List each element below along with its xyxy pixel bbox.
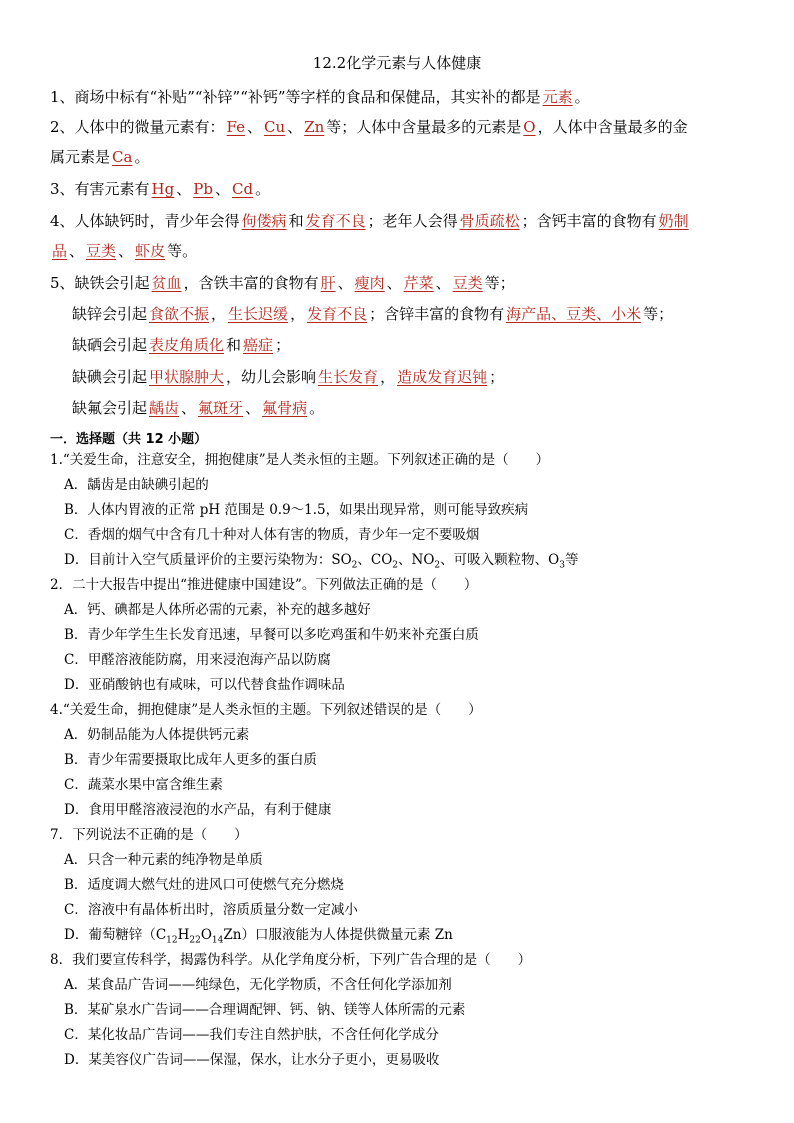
text: D．葡萄糖锌（C bbox=[64, 927, 167, 943]
text: 、 bbox=[337, 274, 353, 292]
text: 4、人体缺钙时，青少年会得 bbox=[50, 212, 240, 230]
subscript: 2 bbox=[392, 560, 399, 571]
fill-line-3 bbox=[50, 178, 770, 200]
text: 、 bbox=[287, 118, 303, 136]
text: 2、人体中的微量元素有： bbox=[50, 118, 225, 136]
answer: 发育不良 bbox=[307, 305, 368, 323]
text: ， bbox=[211, 305, 227, 323]
option-a: A．某食品广告词——纯绿色，无化学物质，不含任何化学添加剂 bbox=[64, 977, 452, 993]
option-a: A．奶制品能为人体提供钙元素 bbox=[64, 727, 250, 743]
text: 、 bbox=[214, 180, 230, 198]
text: 缺碘会引起 bbox=[72, 368, 148, 386]
option-b: B．青少年学生生长发育迅速，早餐可以多吃鸡蛋和牛奶来补充蛋白质 bbox=[64, 627, 479, 643]
text: 、NO bbox=[398, 552, 435, 568]
subscript: 12 bbox=[166, 935, 178, 946]
text: 、 bbox=[69, 242, 85, 260]
answer: O bbox=[523, 118, 536, 136]
answer: 贫血 bbox=[151, 274, 182, 292]
option-c: C．溶液中有晶体析出时，溶质质量分数一定减小 bbox=[64, 902, 358, 918]
text: 、 bbox=[386, 274, 402, 292]
answer: 佝偻病 bbox=[241, 212, 287, 230]
answer: Hg bbox=[151, 180, 175, 198]
answer: 甲状腺肿大 bbox=[149, 368, 225, 386]
text: 缺氟会引起 bbox=[72, 399, 148, 417]
text: ； bbox=[275, 336, 291, 354]
text: 、CO bbox=[357, 552, 393, 568]
answer: 发育不良 bbox=[305, 212, 366, 230]
text: 等 bbox=[564, 552, 579, 568]
text: H bbox=[177, 927, 190, 943]
option-c: C．甲醛溶液能防腐，用来浸泡海产品以防腐 bbox=[64, 652, 331, 668]
subscript: 3 bbox=[559, 560, 565, 571]
text: ；含钙丰富的食物有 bbox=[521, 212, 657, 230]
option-c: C．香烟的烟气中含有几十种对人体有害的物质，青少年一定不要吸烟 bbox=[64, 527, 480, 543]
option-c: C．蔬菜水果中富含维生素 bbox=[64, 777, 223, 793]
fill-line-5 bbox=[50, 272, 770, 294]
text: D．目前计入空气质量评价的主要污染物为：SO bbox=[64, 552, 352, 568]
text: 。 bbox=[134, 148, 150, 166]
text: 、可吸入颗粒物、O bbox=[440, 552, 560, 568]
answer: 龋齿 bbox=[149, 399, 180, 417]
text: ；含锌丰富的食物有 bbox=[369, 305, 505, 323]
section-heading: 一．选择题（共 12 小题） bbox=[50, 432, 208, 447]
page-title: 12.2化学元素与人体健康 bbox=[312, 54, 482, 72]
option-d bbox=[64, 925, 774, 951]
option-a: A．龋齿是由缺碘引起的 bbox=[64, 477, 209, 493]
answer: Fe bbox=[226, 118, 246, 136]
answer: Ca bbox=[112, 148, 133, 166]
answer: 芹菜 bbox=[403, 274, 434, 292]
fill-line-2 bbox=[50, 116, 770, 138]
fill-line-iodine bbox=[72, 366, 792, 388]
answer: 品 bbox=[52, 242, 68, 260]
text: 3、有害元素有 bbox=[50, 180, 150, 198]
fill-line-2b bbox=[50, 146, 770, 168]
option-d: D．某美容仪广告词——保湿，保水，让水分子更小，更易吸收 bbox=[64, 1052, 440, 1068]
question-stem: 1.“关爱生命，注意安全，拥抱健康”是人类永恒的主题。下列叙述正确的是（ ） bbox=[50, 452, 550, 468]
text: 、 bbox=[181, 399, 197, 417]
question-stem: 4.“关爱生命，拥抱健康”是人类永恒的主题。下列叙述错误的是（ ） bbox=[50, 702, 482, 718]
fill-line-4b bbox=[50, 240, 770, 262]
answer: 造成发育迟钝 bbox=[397, 368, 488, 386]
option-b: B．青少年需要摄取比成年人更多的蛋白质 bbox=[64, 752, 317, 768]
text: 、 bbox=[176, 180, 192, 198]
answer: Cu bbox=[264, 118, 286, 136]
text: 。 bbox=[309, 399, 325, 417]
answer: 肝 bbox=[320, 274, 336, 292]
option-a: A．只含一种元素的纯净物是单质 bbox=[64, 852, 263, 868]
option-b: B．某矿泉水广告词——合理调配钾、钙、钠、镁等人体所需的元素 bbox=[64, 1002, 466, 1018]
question-stem: 8．我们要宣传科学，揭露伪科学。从化学角度分析，下列广告合理的是（ ） bbox=[50, 952, 532, 968]
text: 等。 bbox=[167, 242, 198, 260]
option-d: D．食用甲醛溶液浸泡的水产品，有利于健康 bbox=[64, 802, 332, 818]
text: 。 bbox=[574, 88, 590, 106]
text: ，人体中含量最多的金 bbox=[537, 118, 688, 136]
text: ，幼儿会影响 bbox=[226, 368, 317, 386]
question-stem: 2．二十大报告中提出“推进健康中国建设”。下列做法正确的是（ ） bbox=[50, 577, 478, 593]
text: ， bbox=[290, 305, 306, 323]
answer: 豆类 bbox=[86, 242, 117, 260]
text: 和 bbox=[226, 336, 242, 354]
subscript: 2 bbox=[434, 560, 441, 571]
answer: 奶制 bbox=[658, 212, 689, 230]
text: ； bbox=[489, 368, 505, 386]
text: ；老年人会得 bbox=[367, 212, 458, 230]
answer: 豆类 bbox=[452, 274, 483, 292]
option-a: A．钙、碘都是人体所必需的元素，补充的越多越好 bbox=[64, 602, 371, 618]
answer: 虾皮 bbox=[135, 242, 166, 260]
text: 1、商场中标有“补贴”“补锌”“补钙”等字样的食品和保健品，其实补的都是 bbox=[50, 88, 541, 106]
option-c: C．某化妆品广告词——我们专注自然护肤，不含任何化学成分 bbox=[64, 1027, 439, 1043]
answer: Zn bbox=[304, 118, 325, 136]
fill-line-fluorine bbox=[72, 397, 792, 419]
fill-line-4 bbox=[50, 210, 770, 232]
answer: 食欲不振 bbox=[149, 305, 210, 323]
option-b: B．人体内胃液的正常 pH 范围是 0.9～1.5，如果出现异常，则可能导致疾病 bbox=[64, 502, 529, 518]
text: ，含铁丰富的食物有 bbox=[183, 274, 319, 292]
answer: 生长迟缓 bbox=[228, 305, 289, 323]
text: 属元素是 bbox=[50, 148, 111, 166]
text: 缺锌会引起 bbox=[72, 305, 148, 323]
answer: 生长发育 bbox=[318, 368, 379, 386]
text: 、 bbox=[245, 399, 261, 417]
fill-line-1 bbox=[50, 86, 770, 108]
answer: 海产品、豆类、小米 bbox=[506, 305, 642, 323]
text: Zn）口服液能为人体提供微量元素 Zn bbox=[223, 927, 453, 943]
text: 、 bbox=[118, 242, 134, 260]
question-stem: 7．下列说法不正确的是（ ） bbox=[50, 827, 248, 843]
option-b: B．适度调大燃气灶的进风口可使燃气充分燃烧 bbox=[64, 877, 344, 893]
text: 等； bbox=[643, 305, 674, 323]
answer: Cd bbox=[231, 180, 254, 198]
text: 5、缺铁会引起 bbox=[50, 274, 150, 292]
subscript: 22 bbox=[189, 935, 201, 946]
answer: 氟骨病 bbox=[262, 399, 308, 417]
subscript: 2 bbox=[351, 560, 358, 571]
subscript: 14 bbox=[211, 935, 224, 946]
option-d: D．亚硝酸钠也有咸味，可以代替食盐作调味品 bbox=[64, 677, 345, 693]
fill-line-zinc bbox=[72, 303, 792, 325]
answer: Pb bbox=[193, 180, 213, 198]
text: 等；人体中含量最多的元素是 bbox=[326, 118, 522, 136]
text: 等； bbox=[484, 274, 515, 292]
text: 、 bbox=[247, 118, 263, 136]
answer: 癌症 bbox=[243, 336, 274, 354]
text: ， bbox=[380, 368, 396, 386]
text: O bbox=[200, 927, 212, 943]
answer: 瘦肉 bbox=[354, 274, 385, 292]
answer: 骨质疏松 bbox=[459, 212, 520, 230]
text: 和 bbox=[288, 212, 304, 230]
answer: 表皮角质化 bbox=[149, 336, 225, 354]
text: 缺硒会引起 bbox=[72, 336, 148, 354]
answer: 元素 bbox=[542, 88, 573, 106]
answer: 氟斑牙 bbox=[198, 399, 244, 417]
option-d bbox=[64, 550, 774, 576]
text: 。 bbox=[255, 180, 271, 198]
text: 、 bbox=[435, 274, 451, 292]
fill-line-selenium bbox=[72, 334, 792, 356]
